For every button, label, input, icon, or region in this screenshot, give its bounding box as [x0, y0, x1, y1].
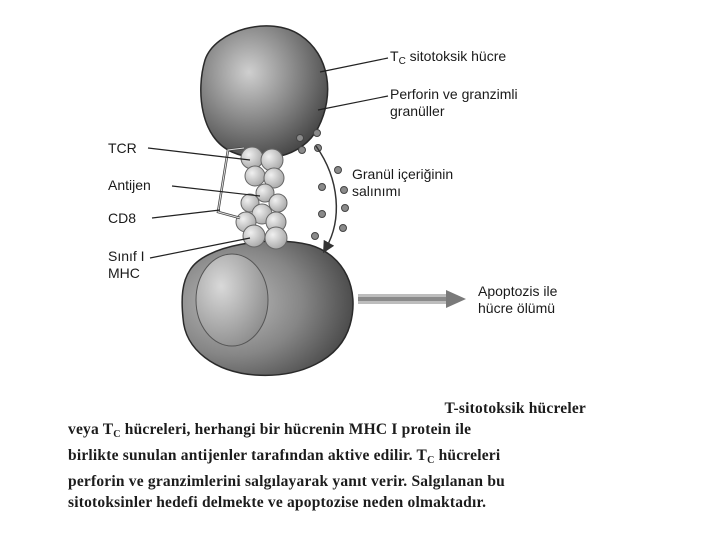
- caption-line-1: T-sitotoksik hücreler: [444, 400, 586, 417]
- tcr-label: TCR: [108, 140, 137, 156]
- figure-caption: [68, 398, 598, 513]
- caption-line-5: sitotoksinler hedefi delmekte ve apoptozise neden olmaktadır.: [68, 494, 487, 511]
- caption-line-3: birlikte sunulan antijenler tarafından aktive edilir. $T_C$ hücreleri: [68, 447, 501, 466]
- caption-line-4: perforin ve granzimlerini salgılayarak yanıt verir. Salgılanan bu: [68, 473, 505, 490]
- granules: [297, 130, 349, 240]
- receptor-complex: [236, 147, 287, 249]
- target-nucleus: [196, 254, 268, 346]
- cd8-label: CD8: [108, 210, 137, 226]
- release-arrow: [316, 146, 336, 248]
- caption-line-2: veya $T_C$ hücreleri, herhangi bir hücrenin MHC I protein ile: [68, 421, 472, 440]
- apoptosis-arrow: [358, 290, 466, 308]
- apoptosis-label: Apoptozis ile hücre ölümü: [478, 283, 558, 316]
- release-label: Granül içeriğinin salınımı: [352, 166, 454, 199]
- antigen-label: Antijen: [108, 177, 151, 193]
- granules-label: Perforin ve granzimli granüller: [390, 86, 518, 119]
- tc-cell: [201, 26, 328, 158]
- tc-cell-label: $T_C$ sitotoksik hücre: [390, 48, 507, 67]
- mhc-label: Sınıf I MHC: [108, 248, 145, 281]
